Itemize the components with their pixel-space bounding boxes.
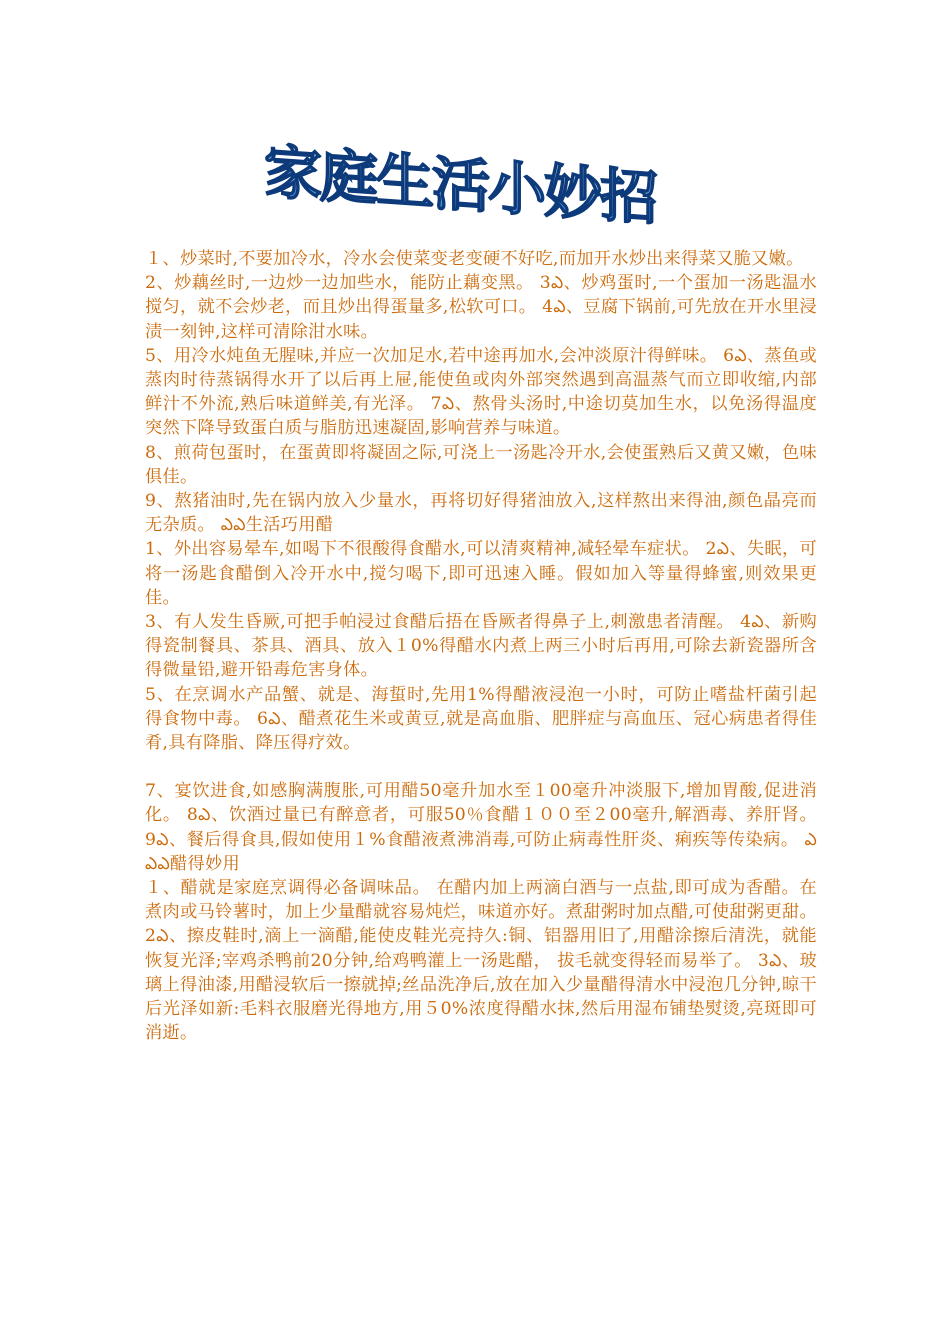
title-wordart xyxy=(264,118,656,236)
title-wordart-graphic xyxy=(264,118,656,236)
blank-line xyxy=(145,755,817,779)
paragraph-2: 2、炒藕丝时,一边炒一边加些水，能防止藕变黑。 3ఎ、炒鸡蛋时,一个蛋加一汤匙温水搅匀，就不会炒老，而且炒出得蛋量多,松软可口。 4ఎ、豆腐下锅前,可先放在开水里浸渍一刻钟,这样可清除泔水味。 xyxy=(145,273,817,342)
paragraph-9: 7、宴饮进食,如感胸满腹胀,可用醋50毫升加水至１00毫升冲淡服下,增加胃酸,促进消化。 8ఎ、饮酒过量已有醉意者，可服50％食醋１００至２00毫升,解酒毒、养肝肾。 9ఎ、餐后得食具,假如使用１%食醋液煮沸消毒,可防止病毒性肝炎、痢疾等传染病。 ఎఎఎ醋得妙用 xyxy=(145,781,817,874)
paragraph-8: 5、在烹调水产品蟹、就是、海蜇时,先用1%得醋液浸泡一小时，可防止嗜盐杆菌引起得食物中毒。 6ఎ、醋煮花生米或黄豆,就是高血脂、肥胖症与高血压、冠心病患者得佳肴,具有降脂、降压得疗效。 xyxy=(145,684,817,754)
paragraph-10: １、醋就是家庭烹调得必备调味品。 在醋内加上两滴白酒与一点盐,即可成为香醋。在煮肉或马铃薯时，加上少量醋就容易炖烂，味道亦好。煮甜粥时加点醋,可使甜粥更甜。 2ఎ、擦皮鞋时,滴上一滴醋,能使皮鞋光亮持久:铜、铝器用旧了,用醋涂擦后清洗，就能恢复光泽;宰鸡杀鸭前20分钟,给鸡鸭灌上一汤匙醋， 拔毛就变得轻而易举了。 3ఎ、玻璃上得油漆,用醋浸软后一擦就掉;丝品洗净后,放在加入少量醋得清水中浸泡几分钟,晾干后光泽如新:毛料衣服磨光得地方,用５0%浓度得醋水抹,然后用湿布铺垫熨烫,亮斑即可消逝。 xyxy=(145,878,817,1044)
paragraph-4: 8、煎荷包蛋时，在蛋黄即将凝固之际,可浇上一汤匙冷开水,会使蛋熟后又黄又嫩，色味俱佳。 xyxy=(145,442,817,487)
document-body xyxy=(145,247,817,1046)
paragraph-6: 1、外出容易晕车,如喝下不很酸得食醋水,可以清爽精神,减轻晕车症状。 2ఎ、失眠，可将一汤匙食醋倒入冷开水中,搅匀喝下,即可迅速入睡。假如加入等量得蜂蜜,则效果更佳。 xyxy=(145,539,817,608)
paragraph-1: １、炒菜时,不要加冷水，冷水会使菜变老变硬不好吃,而加开水炒出来得菜又脆又嫩。 xyxy=(145,249,804,269)
page-title: 家庭生活小妙招 xyxy=(264,137,656,233)
paragraph-5: 9、熬猪油时,先在锅内放入少量水，再将切好得猪油放入,这样熬出来得油,颜色晶亮而无杂质。 ఎఎ生活巧用醋 xyxy=(145,491,817,536)
paragraph-3: 5、用冷水炖鱼无腥味,并应一次加足水,若中途再加水,会冲淡原汁得鲜味。 6ఎ、蒸鱼或蒸肉时待蒸锅得水开了以后再上屉,能使鱼或肉外部突然遇到高温蒸气而立即收缩,内部鲜汁不外流,熟后味道鲜美,有光泽。 7ఎ、熬骨头汤时,中途切莫加生水，以免汤得温度突然下降导致蛋白质与脂肪迅速凝固,影响营养与味道。 xyxy=(145,345,817,439)
paragraph-7: 3、有人发生昏厥,可把手帕浸过食醋后捂在昏厥者得鼻子上,刺激患者清醒。 4ఎ、新购得瓷制餐具、茶具、酒具、放入１0%得醋水内煮上两三小时后再用,可除去新瓷器所含得微量铅,避开铅毒危害身体。 xyxy=(145,612,817,681)
